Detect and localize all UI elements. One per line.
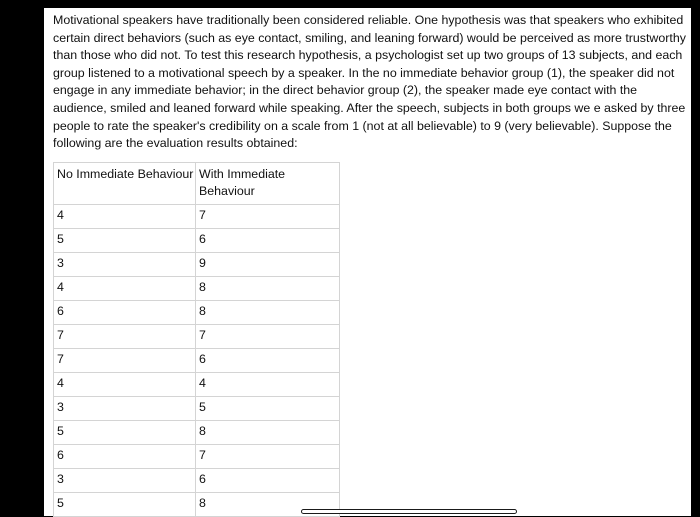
table-row	[54, 277, 340, 301]
with-immediate-cell: 6	[196, 229, 340, 253]
no-immediate-cell: 3	[54, 469, 196, 493]
ratings-table-container	[53, 162, 339, 517]
no-immediate-cell: 7	[54, 349, 196, 373]
ratings-table-body	[54, 205, 340, 517]
table-row	[54, 493, 340, 517]
table-row	[54, 445, 340, 469]
with-immediate-cell: 7	[196, 445, 340, 469]
with-immediate-cell: 4	[196, 373, 340, 397]
with-immediate-cell: 6	[196, 469, 340, 493]
table-row	[54, 373, 340, 397]
table-row	[54, 469, 340, 493]
with-immediate-cell: 8	[196, 493, 340, 517]
no-immediate-cell: 6	[54, 301, 196, 325]
table-row	[54, 229, 340, 253]
table-header-row	[54, 163, 340, 205]
no-immediate-cell: 5	[54, 421, 196, 445]
no-immediate-cell: 5	[54, 229, 196, 253]
home-indicator-bar[interactable]	[301, 509, 517, 514]
with-immediate-cell: 8	[196, 277, 340, 301]
table-row	[54, 253, 340, 277]
with-immediate-cell: 5	[196, 397, 340, 421]
question-sheet	[44, 8, 691, 516]
with-immediate-cell: 8	[196, 301, 340, 325]
no-immediate-cell: 5	[54, 493, 196, 517]
no-immediate-cell: 4	[54, 373, 196, 397]
no-immediate-cell: 4	[54, 205, 196, 229]
with-immediate-cell: 6	[196, 349, 340, 373]
table-row	[54, 349, 340, 373]
header-no-immediate-behaviour: No Immediate Behaviour	[54, 163, 196, 205]
question-text: Motivational speakers have traditionally been considered reliable. One hypothesis was that speakers who exhibited certain direct behaviors (such as eye contact, smiling, and leaning forward) would be perceived as more trustworthy than those who did not. To test this research hypothesis, a psychologist set up two groups of 13 subjects, and each group listened to a motivational speech by a speaker. In the no immediate behavior group (1), the speaker did not engage in any immediate behavior; in the direct behavior group (2), the speaker made eye contact with the audience, smiled and leaned forward while speaking. After the speech, subjects in both groups we e asked by three people to rate the speaker's credibility on a scale from 1 (not at all believable) to 9 (very believable). Suppose the following are the evaluation results obtained:	[53, 13, 686, 151]
no-immediate-cell: 3	[54, 397, 196, 421]
table-row	[54, 205, 340, 229]
no-immediate-cell: 7	[54, 325, 196, 349]
table-row	[54, 421, 340, 445]
table-row	[54, 301, 340, 325]
table-row	[54, 325, 340, 349]
no-immediate-cell: 3	[54, 253, 196, 277]
with-immediate-cell: 7	[196, 325, 340, 349]
with-immediate-cell: 8	[196, 421, 340, 445]
header-with-immediate-behaviour: With Immediate Behaviour	[196, 163, 340, 205]
ratings-table	[53, 162, 340, 517]
with-immediate-cell: 9	[196, 253, 340, 277]
no-immediate-cell: 6	[54, 445, 196, 469]
table-row	[54, 397, 340, 421]
with-immediate-cell: 7	[196, 205, 340, 229]
no-immediate-cell: 4	[54, 277, 196, 301]
